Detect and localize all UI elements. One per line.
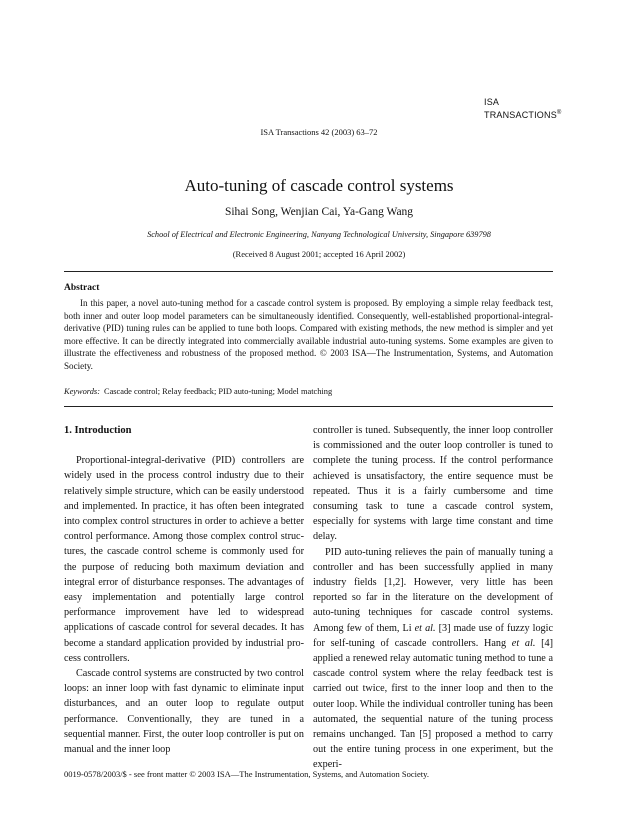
logo-line-1: ISA (484, 97, 500, 107)
top-divider (64, 271, 553, 272)
keywords-text: Cascade control; Relay feedback; PID auto-tuning; Model matching (103, 387, 333, 396)
intro-paragraph-2-cont: controller is tuned. Subsequently, the inner loop controller is commissioned and the outer loop controller is tuned to complete the tuning process. If the control performance achieved is unsatisfactory, the entire sequence must be repeated. Thus it is a fairly cumbersome and time consuming task to tune a cascade control system, especially for systems with large time constant and time delay. (313, 425, 553, 543)
author-list: Sihai Song, Wenjian Cai, Ya-Gang Wang (224, 206, 414, 218)
abstract-text: In this paper, a novel auto-tuning method for a cascade control system is proposed. By employing a simple relay feedback test, both inner and outer loop model parameters can be simultaneously identified. Consequently, well-established proportional-integral-derivative (PID) tuning rules can be applied to tune both loops. Compared with existing methods, the new method is simpler and yet more effective. It can be directly integrated into commercially available industrial auto-tuning systems. Some examples are given to illustrate the effectiveness and robustness of the proposed method. © 2003 ISA—The Instrumentation, Systems, and Automation Society. (64, 298, 553, 371)
section-heading-introduction: 1. Introduction (64, 425, 132, 436)
left-column (64, 423, 304, 757)
keywords-label: Keywords: (64, 387, 100, 396)
abstract-divider (64, 406, 553, 407)
received-dates: (Received 8 August 2001; accepted 16 April 2002) (232, 249, 406, 259)
intro-paragraph-3: PID auto-tuning relieves the pain of manually tuning a controller and has been successfully applied in many industry fields [1,2]. However, very little has been reported so far in the literature on the development of auto-tuning techniques for cascade control systems. Among few of them, Li et al. [3] made use of fuzzy logic for self-tuning of cascade controllers. Hang et al. [4] applied a renewed relay automatic tuning method to tune a cascade control system where the relay feedback test is carried out twice, first to the inner loop and then to the outer loop. While the individual controller tuning has been automated, the sequential nature of the tuning process remains unchanged. Tan [5] proposed a method to carry out the entire tuning process in one experiment, but the experi- (313, 546, 553, 771)
logo-line-2: TRANSACTIONS® (484, 110, 562, 120)
registered-mark: ® (556, 110, 562, 116)
keywords-line (64, 387, 332, 396)
intro-paragraph-2: Cascade control systems are constructed by two control loops: an inner loop with fast dynamic to eliminate input disturbances, and an outer loop to regulate output performance. Conventionally, they are tuned in a sequential manner. First, the outer loop controller is put on manual and the inner loop (64, 668, 304, 756)
copyright-footer: 0019-0578/2003/$ - see front matter © 2003 ISA—The Instrumentation, Systems, and Automation Society. (64, 769, 429, 779)
abstract-heading: Abstract (64, 283, 100, 293)
journal-logo (484, 97, 562, 121)
paper-title: Auto-tuning of cascade control systems (184, 176, 454, 195)
intro-paragraph-1: Proportional-integral-derivative (PID) controllers are widely used in the process control industry due to their relatively simple structure, which can be easily understood and implemented. In practice, it has often been integrated into complex control structures in order to achieve a better control performance. Among those complex control structures, the cascade control scheme is commonly used for the purpose of reducing both maximum deviation and integral error of disturbance responses. The advantages of easy implementation and potentially large control performance improvement have led to widespread applications of cascade control for several decades. It has become a standard application provided by industrial process controllers. (64, 455, 304, 664)
right-column (313, 423, 553, 773)
affiliation: School of Electrical and Electronic Engineering, Nanyang Technological University, Singapore 639798 (147, 230, 491, 239)
journal-reference: ISA Transactions 42 (2003) 63–72 (260, 127, 378, 137)
